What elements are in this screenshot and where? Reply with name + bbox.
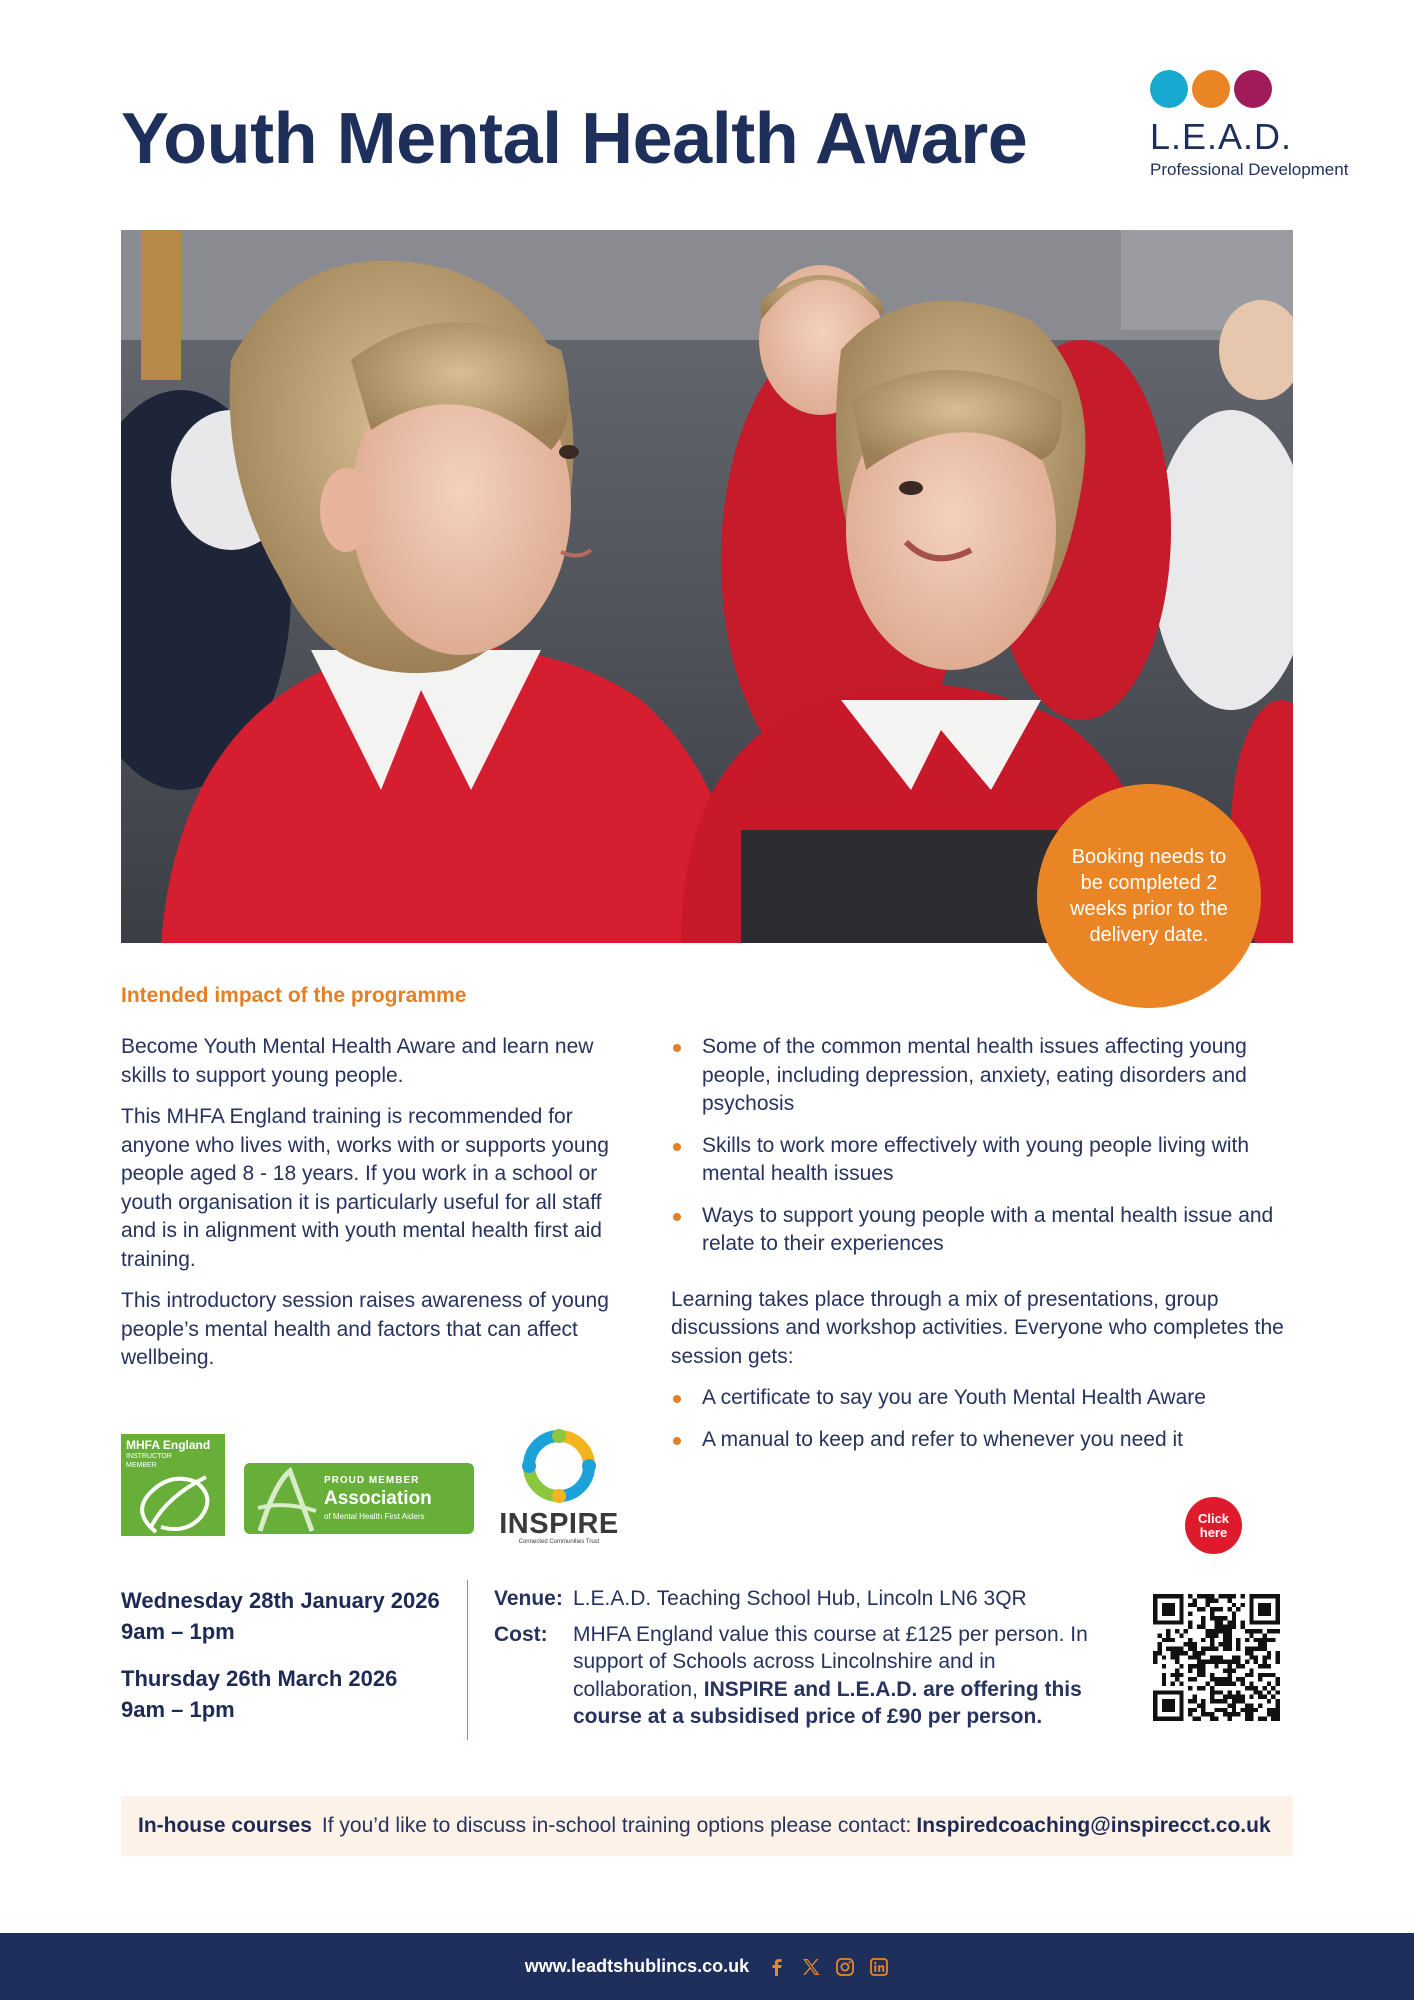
logo-dots [1150,70,1380,108]
venue-label: Venue: [494,1587,563,1610]
session-date: Thursday 26th March 2026 [121,1666,398,1691]
instagram-icon[interactable] [835,1957,855,1977]
facebook-icon[interactable] [767,1957,787,1977]
course-details [494,1585,1114,1739]
session-block [121,1663,461,1725]
cost-value [573,1621,1114,1731]
mhfa-logo-line2: INSTRUCTOR [126,1453,172,1460]
contact-email-link[interactable]: Inspiredcoaching@inspirecct.co.uk [916,1814,1271,1837]
takeaways-list [671,1384,1311,1454]
intro-paragraph: This MHFA England training is recommended for anyone who lives with, works with or supports young people aged 8 - 18 years. If you work in a school or youth organisation it is particularly useful for all staff and is in alignment with youth mental health first aid training. [121,1105,609,1271]
outcomes-text [671,1033,1311,1467]
list-item: Ways to support young people with a mental health issue and relate to their experiences [671,1202,1311,1259]
lead-logo [1150,70,1380,180]
intro-text [121,1033,611,1386]
session-time: 9am – 1pm [121,1619,235,1644]
outcomes-list [671,1033,1311,1259]
amhfa-member-logo [244,1463,474,1534]
logo-dot-orange [1192,70,1230,108]
session-time: 9am – 1pm [121,1697,235,1722]
venue-value: L.E.A.D. Teaching School Hub, Lincoln LN6 3QR [573,1587,1027,1610]
logo-brand: L.E.A.D. [1150,116,1293,157]
logo-dot-blue [1150,70,1188,108]
list-item: Some of the common mental health issues affecting young people, including depression, anxiety, eating disorders and psychosis [671,1033,1311,1119]
amhfa-a-icon [250,1463,320,1534]
linkedin-icon[interactable] [869,1957,889,1977]
intro-paragraph: This introductory session raises awareness of young people’s mental health and factors that can affect wellbeing. [121,1289,609,1369]
cost-text: MHFA England value this course at £125 per person. In support of Schools across Lincolnshire and in collaboration, [573,1622,1088,1701]
learning-paragraph: Learning takes place through a mix of presentations, group discussions and workshop activities. Everyone who completes the session gets: [671,1287,1284,1368]
inhouse-label: In-house courses [138,1814,312,1837]
cost-label: Cost: [494,1622,548,1646]
inspire-logo-word: INSPIRE [499,1508,619,1540]
booking-link-button[interactable]: Click here [1185,1497,1242,1554]
website-link[interactable]: www.leadtshublincs.co.uk [524,1956,750,1976]
x-icon[interactable] [801,1957,821,1977]
page-title: Youth Mental Health Aware [121,99,1028,179]
booking-notice-badge: Booking needs to be completed 2 weeks prior to the delivery date. [1037,784,1261,1008]
inspire-figures-icon [521,1428,597,1504]
impact-heading: Intended impact of the programme [121,984,467,1007]
logo-subtitle: Professional Development [1150,160,1349,179]
cost-row [494,1621,1114,1731]
list-item: Skills to work more effectively with young people living with mental health issues [671,1132,1311,1189]
inspire-logo [499,1428,619,1545]
inspire-logo-tagline: Connected Communities Trust [518,1539,600,1545]
session-block [121,1585,461,1647]
session-dates [121,1585,461,1741]
mhfa-logo-line1: MHFA England [126,1438,211,1452]
footer [0,1933,1414,2000]
venue-row [494,1585,1114,1613]
session-date: Wednesday 28th January 2026 [121,1588,440,1613]
divider [467,1580,468,1740]
inhouse-banner [121,1796,1293,1856]
intro-paragraph: Become Youth Mental Health Aware and learn new skills to support young people. [121,1035,594,1087]
booking-qr-code[interactable] [1153,1594,1280,1721]
cost-offer-text: INSPIRE and L.E.A.D. are offering this course at a subsidised price of £90 per person. [573,1677,1082,1728]
partner-logos [121,1428,641,1545]
mhfa-instructor-logo [121,1434,225,1536]
mhfa-leaf-icon [126,1472,220,1534]
list-item: A manual to keep and refer to whenever you need it [671,1426,1311,1455]
list-item: A certificate to say you are Youth Mental Health Aware [671,1384,1311,1413]
inhouse-text: If you’d like to discuss in-school training options please contact: [321,1814,912,1837]
mhfa-logo-line3: MEMBER [126,1462,157,1469]
amhfa-logo-line2: Association [324,1488,432,1509]
logo-dot-purple [1234,70,1272,108]
amhfa-logo-line1: PROUD MEMBER [324,1475,420,1486]
amhfa-logo-line3: of Mental Health First Aiders [324,1512,425,1521]
